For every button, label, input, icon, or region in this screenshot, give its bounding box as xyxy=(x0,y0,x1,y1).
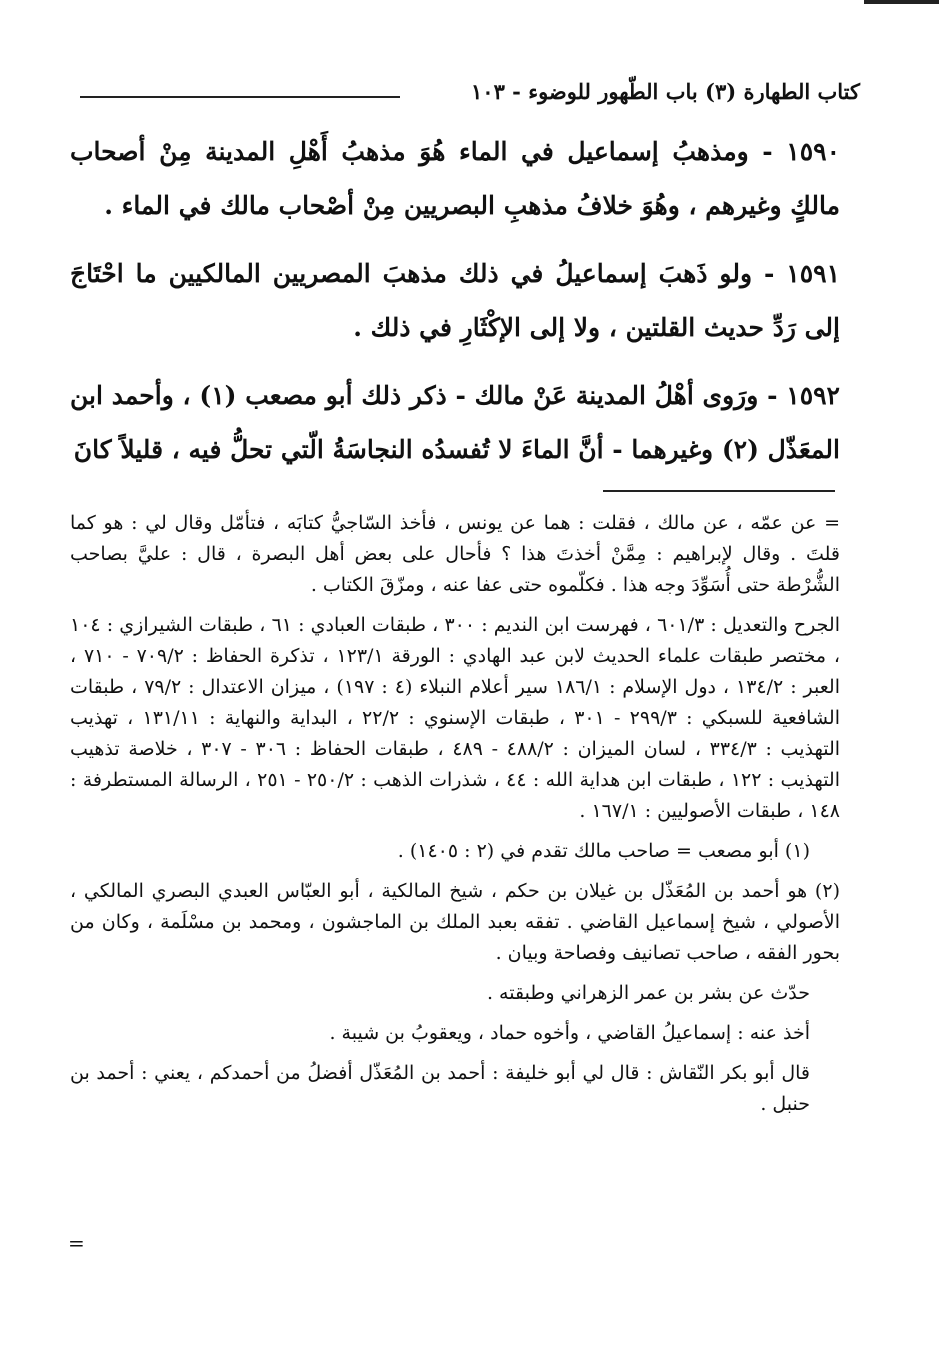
corner-rule xyxy=(864,0,939,4)
main-text xyxy=(70,125,840,491)
footnote-sources: الجرح والتعديل : ٦٠١/٣ ، فهرست ابن النديم : ٣٠٠ ، طبقات العبادي : ٦١ ، طبقات الشيرازي : ١٠٤ ، مختصر طبقات علماء الحديث لابن عبد الهادي : الورقة ١٢٣/١ ، تذكرة الحفاظ : ٧٠٩/٢ - ٧١٠ ، العبر : ١٣٤/٢ ، دول الإسلام : ١٨٦/١ سير أعلام النبلاء (٤ : ١٩٧) ، ميزان الاعتدال : ٧٩/٢ ، طبقات الشافعية للسبكي : ٢٩٩/٣ - ٣٠١ ، طبقات الإسنوي : ٢٢/٢ ، البداية والنهاية : ١٣١/١١ ، تهذيب التهذيب : ٣٣٤/٣ ، لسان الميزان : ٤٨٨/٢ - ٤٨٩ ، طبقات الحفاظ : ٣٠٦ - ٣٠٧ ، خلاصة تذهيب التهذيب : ١٢٢ ، طبقات ابن هداية الله : ٤٤ ، شذرات الذهب : ٢٥٠/٢ - ٢٥١ ، الرسالة المستطرفة : ١٤٨ ، طبقات الأصوليين : ١٦٧/١ . xyxy=(70,614,841,822)
footnote-separator xyxy=(603,490,835,492)
footnotes xyxy=(70,508,840,1129)
paragraph-1591: ١٥٩١ - ولو ذَهبَ إسماعيلُ في ذلك مذهبَ المصريين المالكيين ما احْتَاجَ إلى رَدِّ حديث القلتين ، ولا إلى الإكْثَارِ في ذلك . xyxy=(70,259,840,342)
continuation-marker: = xyxy=(68,1231,85,1255)
header-rule xyxy=(80,96,400,98)
footnote-2: (٢) هو أحمد بن المُعَذّل بن غيلان بن حكم ، شيخ المالكية ، أبو العبّاس العبدي البصري المالكي ، الأصولي ، شيخ إسماعيل القاضي . تفقه بعبد الملك بن الماجشون ، ومحمد بن مسْلَمة ، وكان من بحور الفقه ، صاحب تصانيف وفصاحة وبيان . xyxy=(70,880,840,964)
footnote-2-students: أخذ عنه : إسماعيلُ القاضي ، وأخوه حماد ، ويعقوبُ بن شيبة . xyxy=(329,1022,810,1044)
page-header xyxy=(80,72,860,112)
footnote-2-quote: قال أبو بكر النّقاش : قال لي أبو خليفة : أحمد بن المُعَذّل أفضلُ من أحمدكم ، يعني : أحمد بن حنبل . xyxy=(70,1062,810,1115)
footnote-2-teachers: حدّث عن بشر بن عمر الزهراني وطبقته . xyxy=(486,982,810,1004)
running-header-title: كتاب الطهارة (٣) باب الطّهور للوضوء - ١٠٣ xyxy=(471,79,860,104)
paragraph-1592: ١٥٩٢ - ورَوى أهْلُ المدينة عَنْ مالك - ذكر ذلك أبو مصعب (١) ، وأحمد ابن المعَذّل (٢) وغيرهما - أنَّ الماءَ لا تُفسدُه النجاسَةُ الّتي تحلُّ فيه ، قليلاً كانَ xyxy=(70,381,840,464)
paragraph-1590: ١٥٩٠ - ومذهبُ إسماعيل في الماء هُوَ مذهبُ أَهْلِ المدينة مِنْ أصحاب مالكٍ وغيرهم ، وهُوَ خلافُ مذهبِ البصريين مِنْ أصْحاب مالك في الماء . xyxy=(70,137,840,220)
footnote-continuation: = عن عمّه ، عن مالك ، فقلت : هما عن يونس ، فأخذ السّاجيُّ كتابَه ، فتأمّل وقال لي : هو كما قلتَ . وقال لإبراهيم : مِمَّنْ أخذتَ هذا ؟ فأحال على بعض أهل البصرة ، قال : عليَّ بصاحب الشُّرْطة حتى أُسَوِّدَ وجه هذا . فكلّموه حتى عفا عنه ، ومزّقَ الكتاب . xyxy=(70,512,840,596)
footnote-1: (١) أبو مصعب = صاحب مالك تقدم في (٢ : ١٤٠٥) . xyxy=(397,840,810,862)
